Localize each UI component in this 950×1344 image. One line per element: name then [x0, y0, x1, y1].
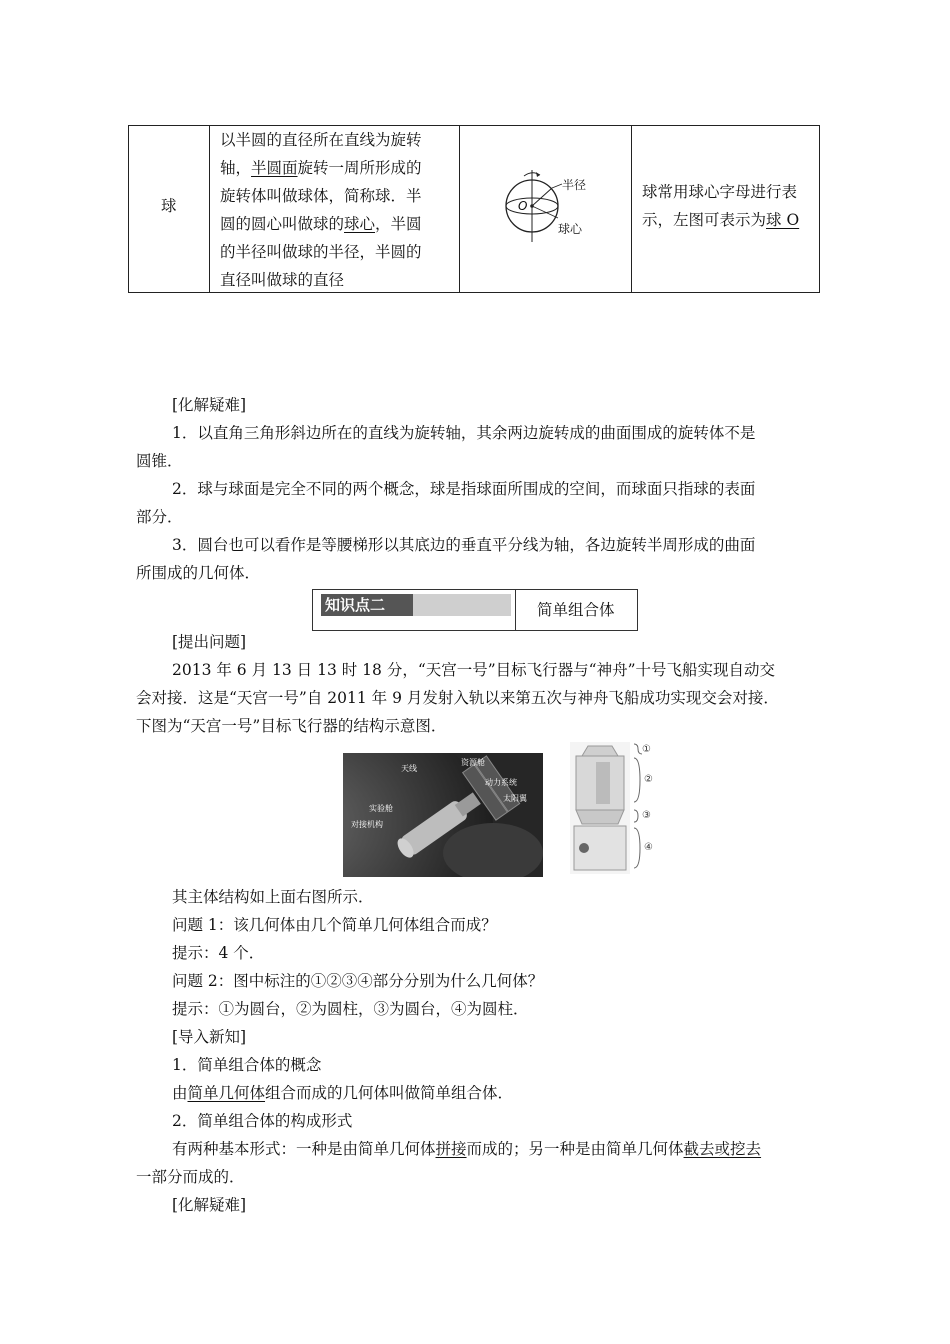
clarify-item-3b: 所围成的几何体．: [136, 564, 261, 582]
clarify-item-2a: 2．球与球面是完全不同的两个概念，球是指球面所围成的空间，而球面只指球的表面: [172, 480, 756, 498]
center-label: 球心: [558, 222, 583, 236]
underlined-term: 球 O: [766, 211, 800, 229]
answer-1: 提示：4 个．: [172, 944, 265, 962]
underlined-term: 简单几何体: [187, 1084, 266, 1102]
clarify-heading-2: [化解疑难]: [172, 1196, 247, 1214]
spacecraft-photo: [343, 753, 543, 877]
knowledge-point-title: 简单组合体: [537, 601, 615, 619]
question-para-1: 2013 年 6 月 13 日 13 时 18 分，“天宫一号”目标飞行器与“神舟”十号飞船实现自动交: [172, 661, 776, 679]
structure-intro: 其主体结构如上面右图所示．: [172, 888, 374, 906]
concept-heading-1: 1．简单组合体的概念: [172, 1056, 322, 1074]
part-label-1: ①: [642, 744, 651, 755]
clarify-item-1b: 圆锥．: [136, 452, 183, 470]
answer-2: 提示：①为圆台，②为圆柱，③为圆台，④为圆柱．: [172, 1000, 529, 1018]
def-line-6: 直径叫做球的直径: [220, 271, 345, 289]
part-label-2: ②: [644, 774, 653, 785]
def-line-1: 以半圆的直径所在直线为旋转: [220, 131, 422, 149]
question-1: 问题 1：该几何体由几个简单几何体组合而成？: [172, 916, 497, 934]
notation-cell: [632, 126, 820, 292]
underlined-term: 拼接: [435, 1140, 467, 1158]
spacecraft-illustration: [343, 753, 543, 877]
concept-para-2b: 一部分而成的．: [136, 1168, 245, 1186]
notation-line-2: 示，左图可表示为球 O: [642, 211, 800, 229]
question-para-2: 会对接．这是“天宫一号”自 2011 年 9 月发射入轨以来第五次与神舟飞船成功实现交会对接．: [136, 689, 779, 707]
label-resource-module: 资源舱: [461, 758, 485, 767]
def-line-2: 轴，半圆面旋转一周所形成的: [220, 159, 422, 177]
term-cell: [129, 126, 210, 292]
definition-cell: [210, 126, 460, 292]
question-2: 问题 2：图中标注的①②③④部分分别为什么几何体？: [172, 972, 544, 990]
question-heading: [提出问题]: [172, 633, 247, 651]
structure-illustration: [562, 740, 672, 880]
clarify-item-2b: 部分．: [136, 508, 183, 526]
structure-diagram: [562, 740, 672, 880]
part-label-4: ④: [644, 842, 653, 853]
def-line-3: 旋转体叫做球体，简称球．半: [220, 187, 422, 205]
clarify-item-1a: 1．以直角三角形斜边所在的直线为旋转轴，其余两边旋转成的曲面围成的旋转体不是: [172, 424, 756, 442]
label-antenna: 天线: [401, 764, 417, 773]
def-line-5: 的半径叫做球的半径，半圆的: [220, 243, 422, 261]
label-lab-module: 实验舱: [369, 804, 393, 813]
notation-line-1: 球常用球心字母进行表: [642, 183, 798, 201]
concept-para-1: 由简单几何体组合而成的几何体叫做简单组合体．: [172, 1084, 514, 1102]
label-docking: 对接机构: [351, 820, 383, 829]
underlined-term: 半圆面: [251, 159, 298, 177]
label-solar-wing: 太阳翼: [503, 794, 527, 803]
underlined-term: 球心: [344, 215, 376, 233]
definition-table: [128, 125, 820, 293]
underlined-term: 截去或挖去: [683, 1140, 762, 1158]
def-line-4: 圆的圆心叫做球的球心，半圆: [220, 215, 422, 233]
question-para-3: 下图为“天宫一号”目标飞行器的结构示意图．: [136, 717, 447, 735]
concept-heading-2: 2．简单组合体的构成形式: [172, 1112, 353, 1130]
term-label: 球: [161, 197, 177, 215]
label-power-system: 动力系统: [485, 778, 517, 787]
clarify-item-3a: 3．圆台也可以看作是等腰梯形以其底边的垂直平分线为轴，各边旋转半周形成的曲面: [172, 536, 756, 554]
knowledge-point-badge: 知识点二: [321, 594, 413, 616]
banner-divider: [515, 590, 516, 630]
new-knowledge-heading: [导入新知]: [172, 1028, 247, 1046]
figure-cell: [460, 126, 632, 292]
part-label-3: ③: [642, 810, 651, 821]
sphere-figure: [496, 166, 606, 246]
radius-label: 半径: [562, 178, 587, 192]
knowledge-point-badge-bg: [321, 594, 511, 616]
concept-para-2a: 有两种基本形式：一种是由简单几何体拼接而成的；另一种是由简单几何体截去或挖去: [172, 1140, 762, 1158]
knowledge-point-banner: [312, 589, 638, 631]
center-o-label: O: [518, 199, 528, 213]
clarify-heading: [化解疑难]: [172, 396, 247, 414]
